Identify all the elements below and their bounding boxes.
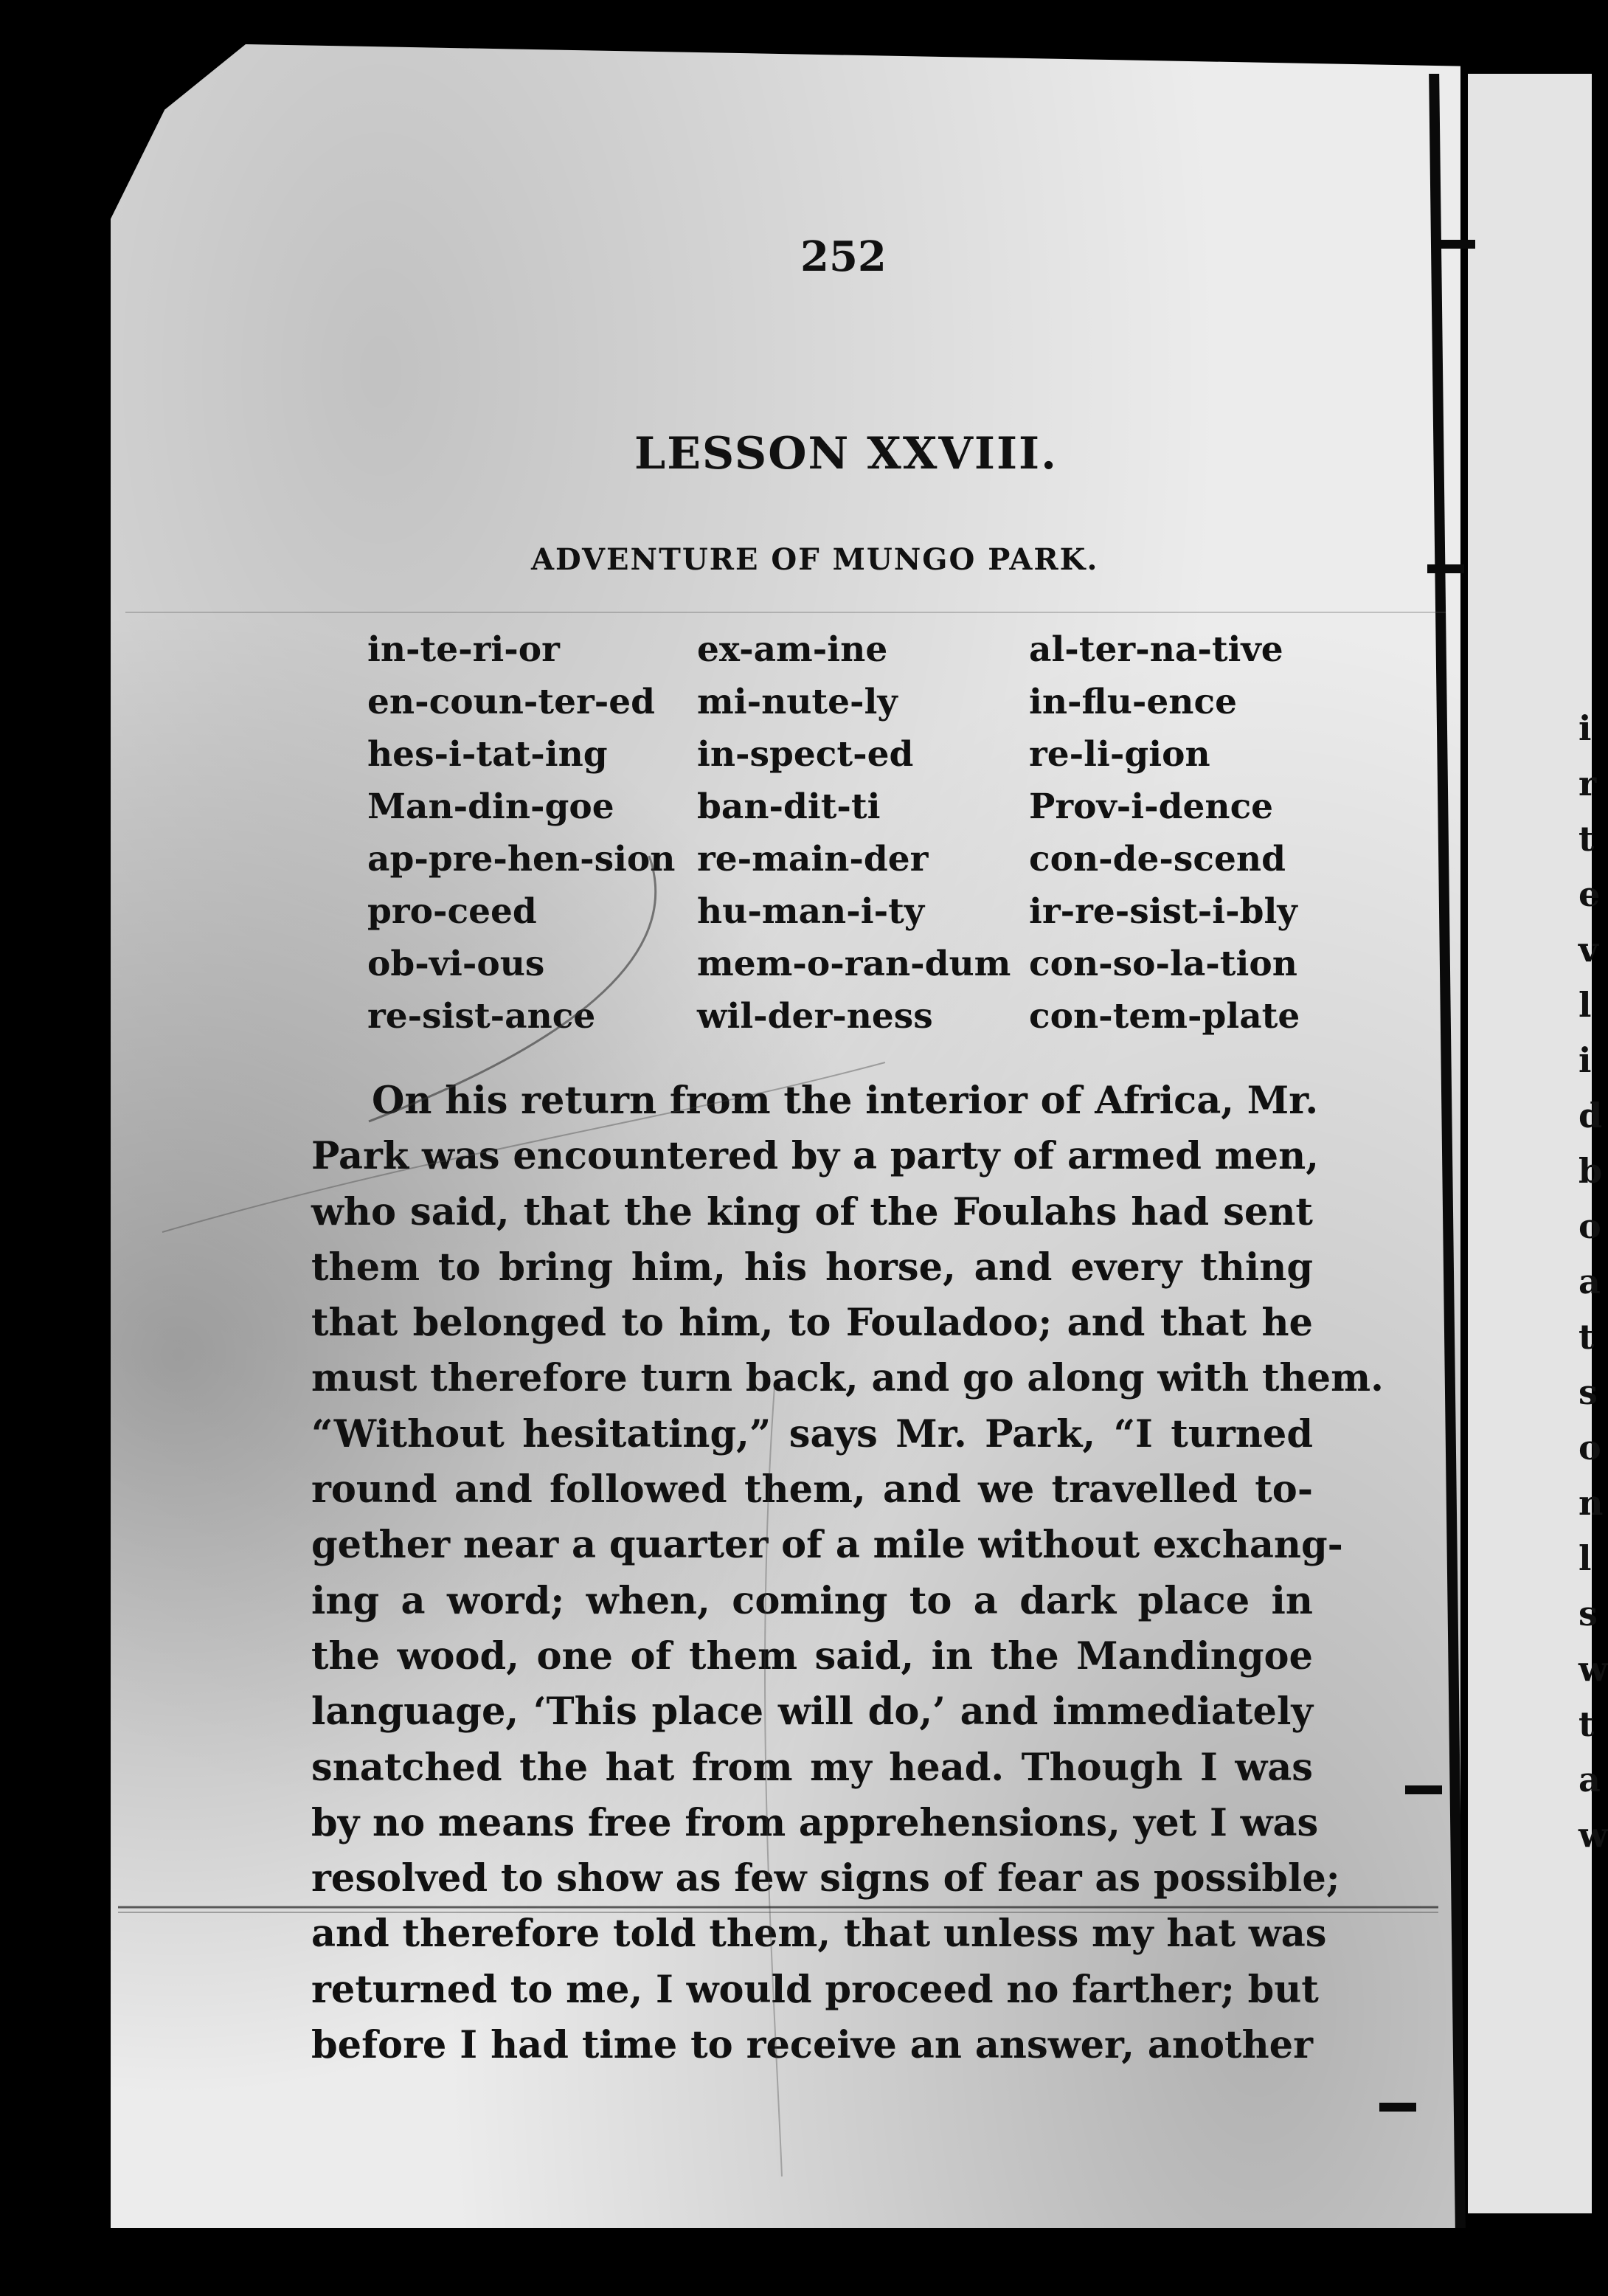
vocabulary-word: pro-ceed (367, 891, 537, 932)
vocabulary-column-2 (697, 623, 1014, 1042)
spine-tick (1427, 564, 1464, 573)
body-line: On his return from the interior of Africa, Mr. (372, 1079, 1319, 1123)
body-line: resolved to show as few signs of fear as possible; (311, 1856, 1340, 1901)
body-line: snatched the hat from my head. Though I was (311, 1745, 1313, 1790)
facing-page-letter: l (1578, 1538, 1592, 1578)
facing-page-letter: o (1578, 1428, 1601, 1467)
vocabulary-word: in-te-ri-or (367, 629, 560, 670)
vocabulary-word: con-tem-plate (1029, 996, 1300, 1037)
body-line: gether near a quarter of a mile without exchang- (311, 1523, 1343, 1568)
facing-page-letter: a (1578, 1760, 1601, 1799)
facing-page-letter: n (1578, 1483, 1604, 1523)
body-line: who said, that the king of the Foulahs had sent (311, 1189, 1313, 1234)
facing-page-letter: i (1578, 708, 1592, 748)
vocabulary-word: ir-re-sist-i-bly (1029, 891, 1297, 932)
spine-tick (1379, 2103, 1416, 2112)
vocabulary-word: re-main-der (697, 839, 929, 879)
vocabulary-word: wil-der-ness (697, 996, 933, 1037)
facing-page-letter: s (1578, 1372, 1598, 1412)
facing-page-letter: r (1578, 764, 1597, 803)
body-line: ing a word; when, coming to a dark place in (311, 1578, 1313, 1623)
vocabulary-word: ex-am-ine (697, 629, 888, 670)
body-line: and therefore told them, that unless my hat was (311, 1912, 1327, 1957)
vocabulary-word: mem-o-ran-dum (697, 944, 1011, 984)
vocabulary-word: ban-dit-ti (697, 786, 881, 827)
facing-page-letter: t (1578, 1704, 1595, 1744)
facing-page-letter: o (1578, 1206, 1601, 1246)
body-line: returned to me, I would proceed no farther; but (311, 1967, 1319, 2012)
facing-page-edge (1468, 74, 1608, 2213)
vocabulary-column-1 (367, 623, 685, 1042)
lesson-subtitle: ADVENTURE OF MUNGO PARK. (531, 542, 1099, 577)
facing-page-letter: w (1578, 1815, 1608, 1855)
vocabulary-word: hes-i-tat-ing (367, 734, 608, 775)
body-line: “Without hesitating,” says Mr. Park, “I turned (311, 1411, 1313, 1456)
vocabulary-word: en-coun-ter-ed (367, 682, 656, 722)
spine-tick (1438, 240, 1475, 249)
facing-page-letter: a (1578, 1262, 1601, 1301)
body-line: must therefore turn back, and go along with them. (311, 1356, 1384, 1401)
body-line: that belonged to him, to Fouladoo; and that he (311, 1301, 1313, 1346)
vocabulary-word: ap-pre-hen-sion (367, 839, 676, 879)
spine-tick (1405, 1785, 1442, 1794)
vocabulary-column-3 (1029, 623, 1346, 1042)
facing-page-letter: t (1578, 1317, 1595, 1357)
lesson-body-text (311, 1073, 1384, 2073)
vocabulary-word: re-li-gion (1029, 734, 1210, 775)
vocabulary-word: in-spect-ed (697, 734, 914, 775)
facing-page-letter: i (1578, 1040, 1592, 1080)
vocabulary-word: Prov-i-dence (1029, 786, 1274, 827)
body-line: round and followed them, and we travelled to- (311, 1467, 1313, 1512)
facing-page-letter: v (1578, 930, 1598, 969)
vocabulary-word: con-de-scend (1029, 839, 1286, 879)
facing-page-letter: l (1578, 985, 1592, 1025)
facing-page-letter: b (1578, 1151, 1603, 1191)
body-line: before I had time to receive an answer, another (311, 2023, 1313, 2068)
vocabulary-word: con-so-la-tion (1029, 944, 1297, 984)
facing-page-letter: d (1578, 1096, 1603, 1135)
body-line: the wood, one of them said, in the Mandingoe (311, 1633, 1313, 1678)
body-line: Park was encountered by a party of armed men, (311, 1134, 1319, 1179)
facing-page-letter: w (1578, 1649, 1608, 1689)
body-line: language, ‘This place will do,’ and immediately (311, 1690, 1313, 1735)
vocabulary-word: al-ter-na-tive (1029, 629, 1283, 670)
vocabulary-word: re-sist-ance (367, 996, 596, 1037)
facing-page-letter: t (1578, 819, 1595, 859)
page-number: 252 (800, 232, 887, 281)
vocabulary-word: hu-man-i-ty (697, 891, 925, 932)
vocabulary-word: ob-vi-ous (367, 944, 545, 984)
vocabulary-word: Man-din-goe (367, 786, 614, 827)
vocabulary-word: mi-nute-ly (697, 682, 898, 722)
body-line: by no means free from apprehensions, yet I was (311, 1800, 1319, 1845)
facing-page-letter: e (1578, 874, 1601, 914)
lesson-title: LESSON XXVIII. (634, 428, 1058, 480)
vocabulary-word: in-flu-ence (1029, 682, 1237, 722)
facing-page-letter: s (1578, 1594, 1598, 1633)
body-line: them to bring him, his horse, and every thing (311, 1245, 1313, 1290)
